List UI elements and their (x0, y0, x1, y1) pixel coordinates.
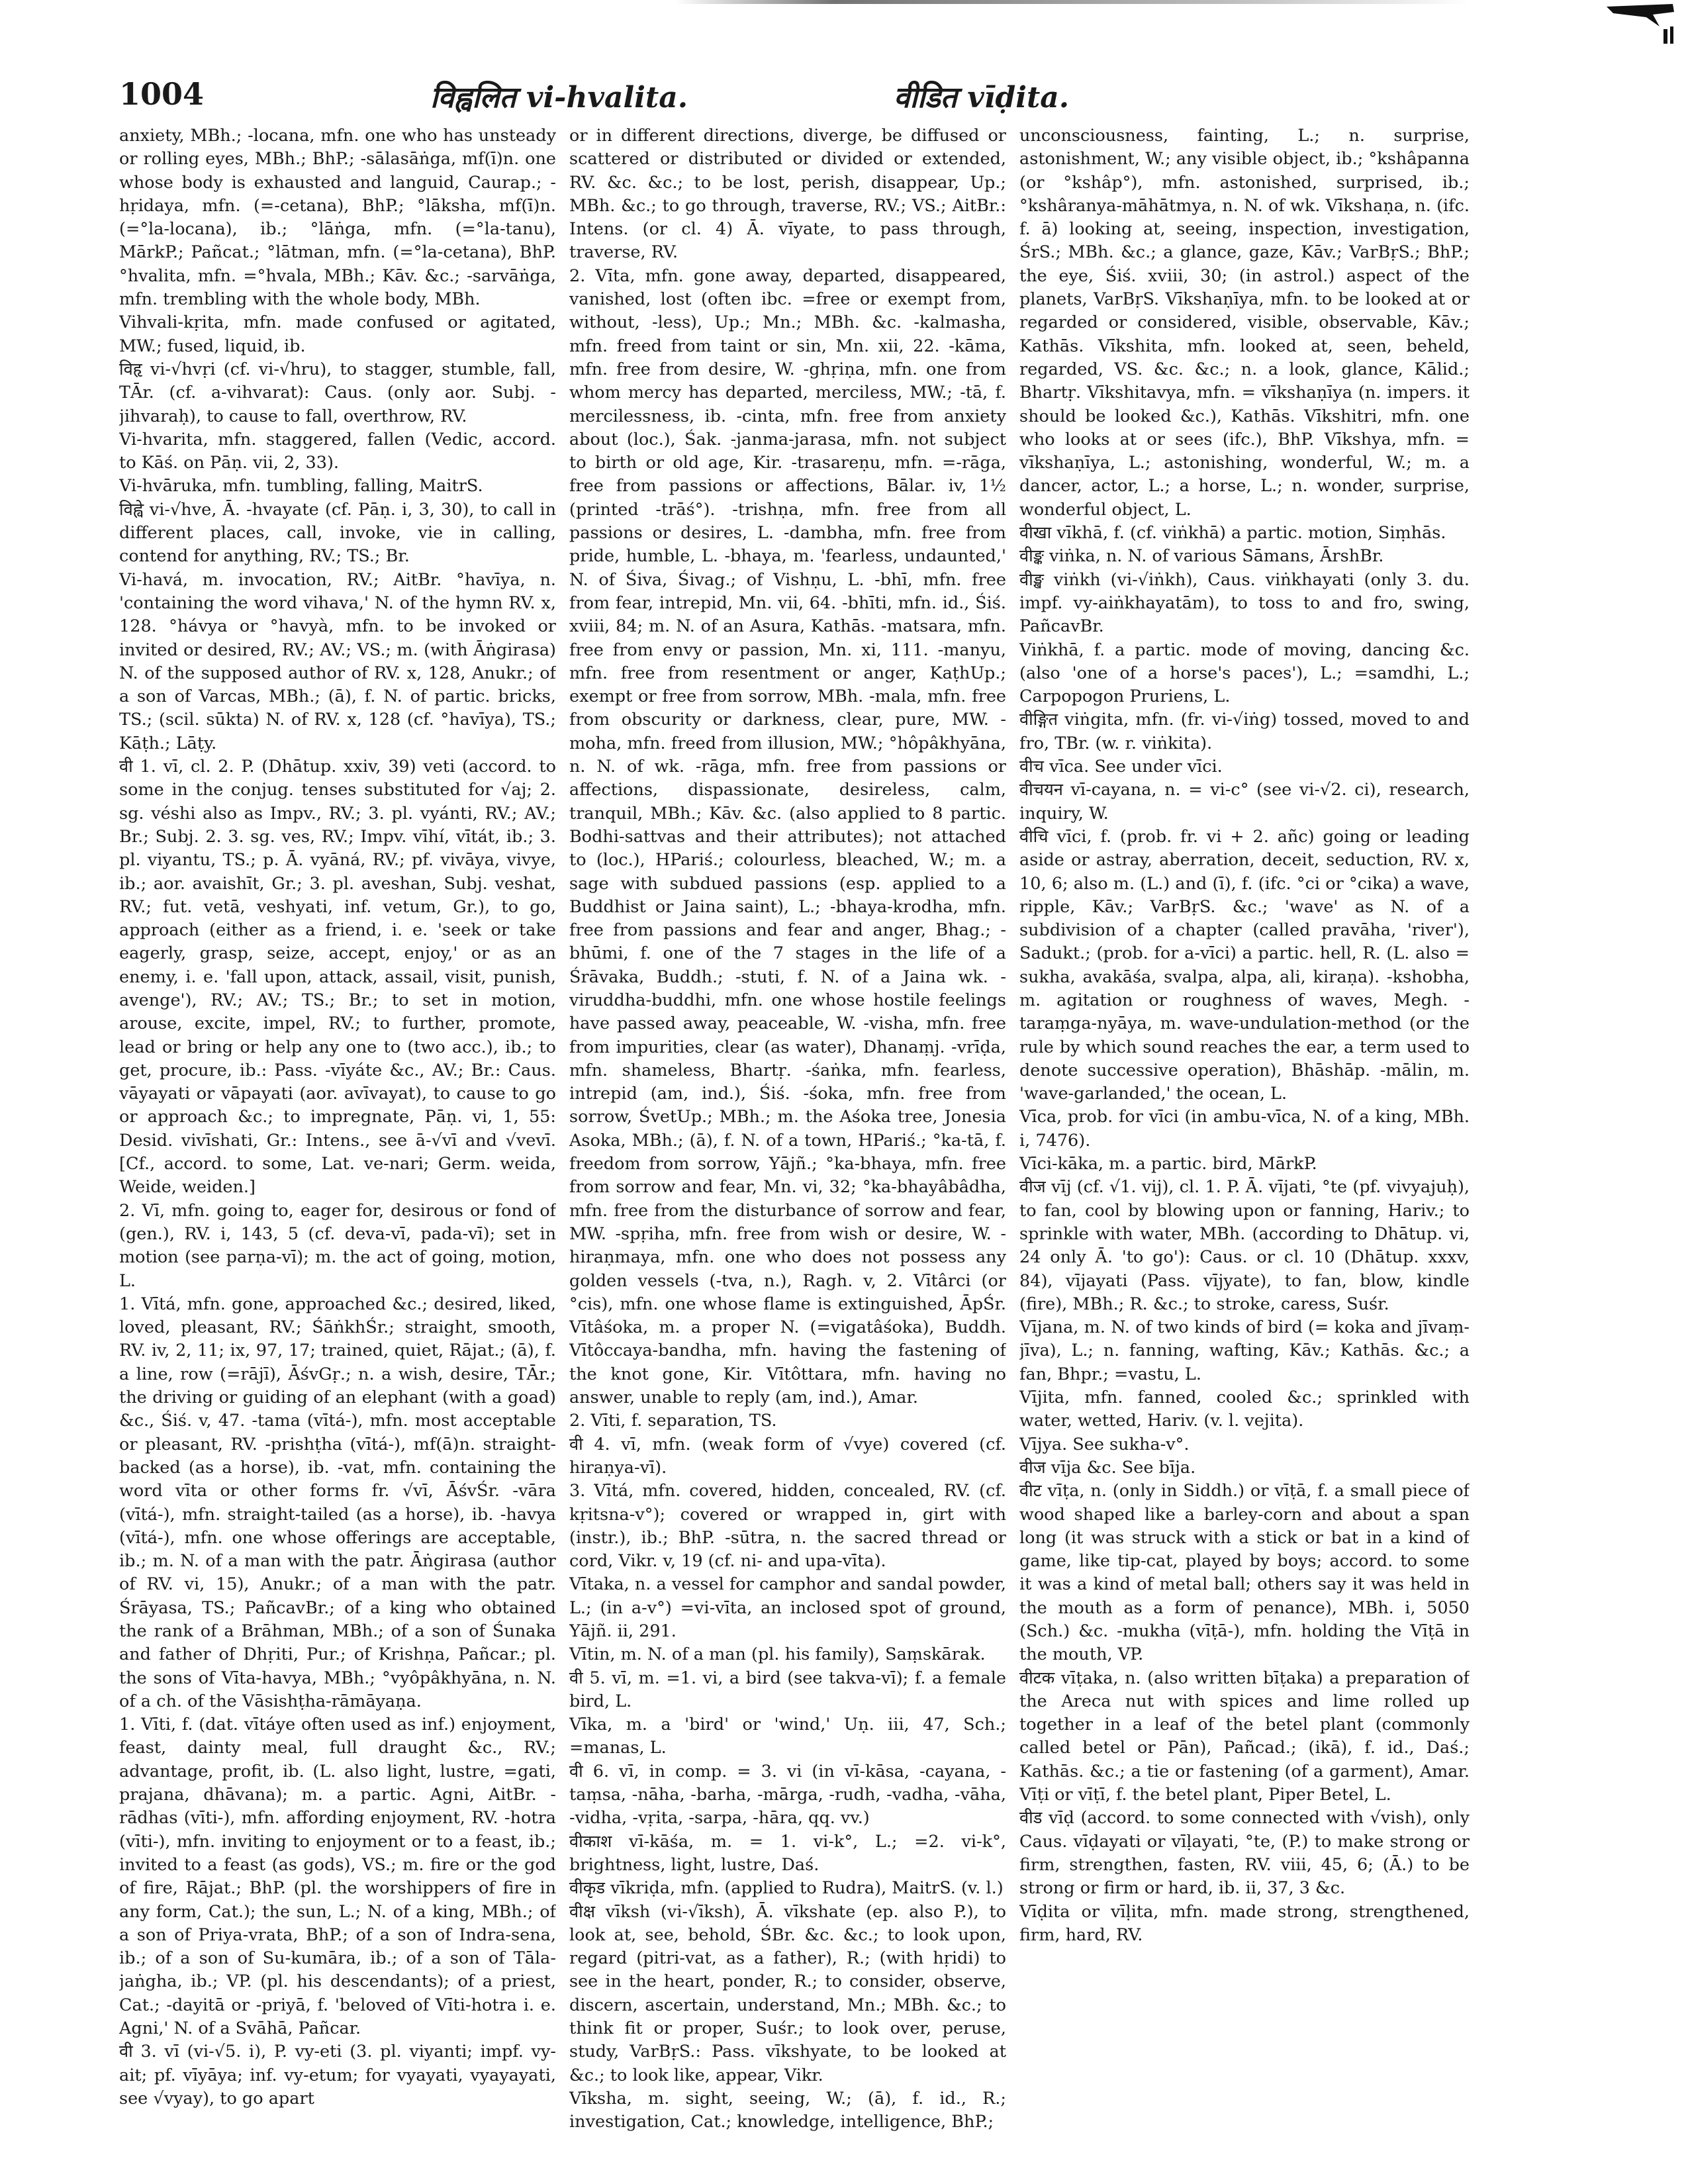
entry: Vihvali-kṛita, mfn. made confused or agitated, MW.; fused, liquid, ib. (119, 312, 556, 356)
entry: वीक्ष vīksh (vi-√īksh), Ā. vīkshate (ep. also P.), to look at, see, behold, ŚBr. &c. &c.; to look upon, regard (pitri-vat, as a father), R.; (with hṛidi) to see in the heart, ponder, R.; to consider, observe, discern, ascertain, understand, Mn.; MBh. &c.; to think fit or proper, Suśr.; to look over, peruse, study, VarBṛS.: Pass. vīkshyate, to be looked at &c.; to look like, appear, Vikr. (569, 1901, 1006, 2085)
entry: वी 4. vī, mfn. (weak form of √vye) covered (cf. hiraṇya-vī). (569, 1434, 1006, 1478)
entry: Vījita, mfn. fanned, cooled &c.; sprinkled with water, wetted, Hariv. (v. l. vejita). (1019, 1388, 1470, 1431)
entry: Vīḍita or vīḷita, mfn. made strong, strengthened, firm, hard, RV. (1019, 1901, 1470, 1945)
entry: वीट vīṭa, n. (only in Siddh.) or vīṭā, f. a small piece of wood shaped like a barley-corn and about a span long (it was struck with a stick or bat in a kind of game, like tip-cat, played by boys; accord. to some it was a kind of metal ball; others say it was held in the mouth as a form of penance), MBh. i, 5050 (Sch.) &c. -mukha (vīṭā-), mfn. holding the Vīṭā in the mouth, VP. (1019, 1481, 1470, 1665)
entry: वी 3. vī (vi-√5. i), P. vy-eti (3. pl. viyanti; impf. vy-ait; pf. vīyāya; inf. vy-etum; for vyayati, vyayayati, see √vyay), to go apart (119, 2042, 556, 2109)
column-left (119, 124, 556, 2150)
entry: 2. Vīti, f. separation, TS. (569, 1411, 777, 1431)
entry: वी 5. vī, m. =1. vi, a bird (see takva-vī); f. a female bird, L. (569, 1668, 1006, 1711)
page-number: 1004 (119, 76, 205, 112)
entry: anxiety, MBh.; -locana, mfn. one who has unsteady or rolling eyes, MBh.; BhP.; -sālasāṅga, mf(ī)n. one whose body is exhausted and languid, Caurap.; -hṛidaya, mfn. (=-cetana), BhP.; °lāksha, mf(ī)n. (=°la-locana), ib.; °lāṅga, mfn. (=°la-tanu), MārkP.; Pañcat.; °lātman, mfn. (=°la-cetana), BhP. °hvalita, mfn. =°hvala, MBh.; Kāv. &c.; -sarvāṅga, mfn. trembling with the whole body, MBh. (119, 126, 556, 310)
entry: विहृ vi-√hvṛi (cf. vi-√hru), to stagger, stumble, fall, TĀr. (cf. a-vihvarat): Caus. (only aor. Subj. -jihvaraḥ), to cause to fall, overthrow, RV. (119, 359, 556, 426)
entry: Vi-havá, m. invocation, RV.; AitBr. °havīya, n. 'containing the word vihava,' N. of the hymn RV. x, 128. °hávya or °havyà, mfn. to be invoked or invited or desired, RV.; AV.; VS.; m. (with Āṅgirasa) N. of the supposed author of RV. x, 128, Anukr.; of a son of Varcas, MBh.; (ā), f. N. of partic. bricks, TS.; (scil. sūkta) N. of RV. x, 128 (cf. °havīya), TS.; Kāṭh.; Lāṭy. (119, 569, 556, 753)
entry: वीङ्ख viṅkh (vi-√iṅkh), Caus. viṅkhayati (only 3. du. impf. vy-aiṅkhayatām), to toss to and fro, swing, PañcavBr. (1019, 569, 1470, 637)
entry: वीटक vīṭaka, n. (also written bīṭaka) a preparation of the Areca nut with spices and lime rolled up together in a leaf of the betel plant (commonly called betel or Pān), Pañcad.; (ikā), f. id., Daś.; Kathās. &c.; a tie or fastening (of a garment), Amar. Vīṭi or vīṭī, f. the betel plant, Piper Betel, L. (1019, 1668, 1470, 1805)
column-middle (569, 124, 1006, 2150)
entry: वीचयन vī-cayana, n. = vi-c° (see vi-√2. ci), research, inquiry, W. (1019, 780, 1470, 824)
entry: Vīka, m. a 'bird' or 'wind,' Uṇ. iii, 47, Sch.; =manas, L. (569, 1715, 1006, 1758)
scan-edge-mark (675, 0, 1470, 4)
entry: वीज vīja &c. See bīja. (1019, 1457, 1196, 1478)
entry: 2. Vīta, mfn. gone away, departed, disappeared, vanished, lost (often ibc. =free or exempt from, without, -less), Up.; Mn.; MBh. &c. -kalmasha, mfn. freed from taint or sin, Mn. xii, 22. -kāma, mfn. free from desire, W. -ghṛiṇa, mfn. one from whom mercy has departed, merciless, MW.; -tā, f. mercilessness, ib. -cinta, mfn. free from anxiety about (loc.), Śak. -janma-jarasa, mfn. not subject to birth or old age, Kir. -trasareṇu, mfn. =-rāga, free from passions or affections, Bālar. iv, 1½ (printed -trāś°). -trishṇa, mfn. free from all passions or desires, L. -dambha, mfn. free from pride, humble, L. -bhaya, m. 'fearless, undaunted,' N. of Śiva, Śivag.; of Vishṇu, L. -bhī, mfn. free from fear, intrepid, Mn. vii, 64. -bhīti, mfn. id., Śiś. xviii, 84; m. N. of an Asura, Kathās. -matsara, mfn. free from envy or passion, Mn. xi, 111. -manyu, mfn. free from resentment or anger, KaṭhUp.; exempt or free from sorrow, MBh. -mala, mfn. free from obscurity or darkness, clear, pure, MW. -moha, mfn. freed from illusion, MW.; °hôpâkhyāna, n. N. of wk. -rāga, mfn. free from passions or affections, dispassionate, desireless, calm, tranquil, MBh.; Kāv. &c. (also applied to 8 partic. Bodhi-sattvas and their attributes); not attached to (loc.), HPariś.; colourless, bleached, W.; m. a sage with subdued passions (esp. applied to a Buddhist or Jaina saint), L.; -bhaya-krodha, mfn. free from passions and fear and anger, Bhag.; -bhūmi, f. one of the 7 stages in the life of a Śrāvaka, Buddh.; -stuti, f. N. of a Jaina wk. -viruddha-buddhi, mfn. one whose hostile feelings have passed away, peaceable, W. -visha, mfn. free from impurities, clear (as water), Dhanaṃj. -vrīḍa, mfn. shameless, Bhartṛ. -śaṅka, mfn. fearless, intrepid (am, ind.), Śiś. -śoka, mfn. free from sorrow, ŚvetUp.; MBh.; m. the Aśoka tree, Jonesia Asoka, MBh.; (ā), f. N. of a town, HPariś.; °ka-tā, f. freedom from sorrow, Yājñ.; °ka-bhaya, mfn. free from sorrow and fear, Mn. vi, 32; °ka-bhayâbâdha, mfn. free from the disturbance of sorrow and fear, MW. -spṛiha, mfn. free from wish or desire, W. -hiraṇmaya, mfn. one who does not possess any golden vessels (-tva, n.), Ragh. v, 2. Vītârci (or °cis), mfn. one whose flame is extinguished, ĀpŚr. Vītâśoka, m. a proper N. (=vigatâśoka), Buddh. Vītôccaya-bandha, mfn. having the fastening of the knot gone, Kir. Vītôttara, mfn. having no answer, unable to reply (am, ind.), Amar. (569, 265, 1006, 1408)
entry: 1. Vītá, mfn. gone, approached &c.; desired, liked, loved, pleasant, RV.; ŚāṅkhŚr.; straight, smooth, RV. iv, 2, 11; ix, 97, 17; trained, quiet, Rājat.; (ā), f. a line, row (=rājī), ĀśvGṛ.; n. a wish, desire, TĀr.; the driving or guiding of an elephant (with a goad) &c., Śiś. v, 47. -tama (vītá-), mfn. most acceptable or pleasant, RV. -prishṭha (vītá-), mf(ā)n. straight-backed (as a horse), ib. -vat, mfn. containing the word vīta or other forms fr. √vī, ĀśvŚr. -vāra (vītá-), mfn. straight-tailed (as a horse), ib. -havya (vītá-), mfn. one whose offerings are acceptable, ib.; m. N. of a man with the patr. Āṅgirasa (author of RV. vi, 15), Anukr.; of a man with the patr. Śrāyasa, TS.; PañcavBr.; of a king who obtained the rank of a Brāhman, MBh.; of a son of Śunaka and father of Dhṛiti, Pur.; of Krishṇa, Pañcar.; pl. the sons of Vīta-havya, MBh.; °vyôpâkhyāna, n. N. of a ch. of the Vāsishṭha-rāmāyaṇa. (119, 1294, 556, 1711)
entry: वीच vīca. See under vīci. (1019, 757, 1223, 777)
entry: or in different directions, diverge, be diffused or scattered or distributed or divided or extended, RV. &c. &c.; to be lost, perish, disappear, Up.; MBh. &c.; to go through, traverse, RV.; VS.; AitBr.: Intens. (or cl. 4) Ā. vīyate, to pass through, traverse, RV. (569, 126, 1006, 263)
running-head-right: वीडित vīḍita. (894, 81, 1070, 115)
entry: वीङ्क viṅka, n. N. of various Sāmans, ĀrshBr. (1019, 546, 1384, 567)
entry: वीड vīḍ (accord. to some connected with √vish), only Caus. vīḍayati or vīḷayati, °te, (P.) to make strong or firm, strengthen, fasten, RV. viii, 45, 6; (Ā.) to be strong or firm or hard, ib. ii, 37, 3 &c. (1019, 1808, 1470, 1899)
entry: वीकृड vīkriḍa, mfn. (applied to Rudra), MaitrS. (v. l.) (569, 1878, 1004, 1899)
page-header (119, 76, 1640, 122)
entry: Vīci-kāka, m. a partic. bird, MārkP. (1019, 1154, 1317, 1174)
entry: वीज vīj (cf. √1. vij), cl. 1. P. Ā. vījati, °te (pf. vivyajuḥ), to fan, cool by blowing upon or fanning, Hariv.; to sprinkle with water, MBh. (according to Dhātup. vi, 24 only Ā. 'to go'): Caus. or cl. 10 (Dhātup. xxxv, 84), vījayati (Pass. vījyate), to fan, blow, kindle (fire), MBh.; R. &c.; to stroke, caress, Suśr. (1019, 1177, 1470, 1314)
entry: विह्वे vi-√hve, Ā. -hvayate (cf. Pāṇ. i, 3, 30), to call in different places, call, invoke, vie in calling, contend for anything, RV.; TS.; Br. (119, 499, 556, 567)
entry: Viṅkhā, f. a partic. mode of moving, dancing &c. (also 'one of a horse's paces'), L.; =samdhi, L.; Carpopogon Pruriens, L. (1019, 640, 1470, 707)
entry: वीङ्गित viṅgita, mfn. (fr. vi-√iṅg) tossed, moved to and fro, TBr. (w. r. viṅkita). (1019, 710, 1470, 753)
entry: Vi-hvāruka, mfn. tumbling, falling, MaitrS. (119, 476, 483, 497)
corner-scan-mark (1600, 0, 1679, 46)
entry: वी 1. vī, cl. 2. P. (Dhātup. xxiv, 39) veti (accord. to some in the conjug. tenses substituted for √aj; 2. sg. véshi also as Impv., RV.; 3. pl. vyánti, RV.; AV.; Br.; Subj. 2. 3. sg. ves, RV.; Impv. vīhí, vītát, ib.; 3. pl. viyantu, TS.; p. Ā. vyāná, RV.; pf. vivāya, vivye, ib.; aor. avaishīt, Gr.; 3. pl. aveshan, Subj. veshat, RV.; fut. vetā, veshyati, inf. vetum, Gr.), to go, approach (either as a friend, i. e. 'seek or take eagerly, grasp, seize, accept, enjoy,' or as an enemy, i. e. 'fall upon, attack, assail, visit, punish, avenge'), RV.; AV.; TS.; Br.; to set in motion, arouse, excite, impel, RV.; to further, promote, lead or bring or help any one to (two acc.), ib.; to get, procure, ib.: Pass. -vīyáte &c., AV.; Br.: Caus. vāyayati or vāpayati (aor. avīvayat), to cause to go or approach &c.; to impregnate, Pāṇ. vi, 1, 55: Desid. vivīshati, Gr.: Intens., see ā-√vī and √vevī. [Cf., accord. to some, Lat. ve-nari; Germ. weida, Weide, weiden.] (119, 757, 556, 1198)
entry: Vījya. See sukha-v°. (1019, 1434, 1190, 1454)
entry: Vi-hvarita, mfn. staggered, fallen (Vedic, accord. to Kāś. on Pāṇ. vii, 2, 33). (119, 429, 556, 473)
entry: 2. Vī, mfn. going to, eager for, desirous or fond of (gen.), RV. i, 143, 5 (cf. deva-vī, pada-vī); set in motion (see parṇa-vī); m. the act of going, motion, L. (119, 1200, 556, 1291)
entry: 1. Vīti, f. (dat. vītáye often used as inf.) enjoyment, feast, dainty meal, full draught &c., RV.; advantage, profit, ib. (L. also light, lustre, =gati, prajana, dhāvana); m. a partic. Agni, AitBr. -rādhas (vīti-), mfn. affording enjoyment, RV. -hotra (vīti-), mfn. inviting to enjoyment or to a feast, ib.; invited to a feast (as gods), VS.; m. fire or the god of fire, Rājat.; BhP. (pl. the worshippers of fire in any form, Cat.); the sun, L.; N. of a king, MBh.; of a son of Priya-vrata, BhP.; of a son of Indra-sena, ib.; of a son of Su-kumāra, ib.; of a son of Tāla-jaṅgha, ib.; VP. (pl. his descendants); of a priest, Cat.; -dayitā or -priyā, f. 'beloved of Vīti-hotra i. e. Agni,' N. of a Svāhā, Pañcar. (119, 1715, 556, 2039)
entry: unconsciousness, fainting, L.; n. surprise, astonishment, W.; any visible object, ib.; °kshâpanna (or °kshâp°), mfn. astonished, surprised, ib.; °kshâranya-māhātmya, n. N. of wk. Vīkshaṇa, n. (ifc. f. ā) looking at, seeing, inspection, investigation, ŚrS.; MBh. &c.; a glance, gaze, Kāv.; VarBṛS.; BhP.; the eye, Śiś. xviii, 30; (in astrol.) aspect of the planets, VarBṛS. Vīkshaṇīya, mfn. to be looked at or regarded or considered, visible, observable, Kāv.; Kathās. Vīkshita, mfn. looked at, seen, beheld, regarded, VS. &c. &c.; n. a look, glance, Kālid.; Bhartṛ. Vīkshitavya, mfn. = vīkshaṇīya (n. impers. it should be looked &c.), Kathās. Vīkshitri, mfn. one who looks at or sees (ifc.), BhP. Vīkshya, mfn. = vīkshaṇīya, L.; astonishing, wonderful, W.; m. a dancer, actor, L.; a horse, L.; n. wonder, surprise, wonderful object, L. (1019, 126, 1470, 520)
entry: Vītin, m. N. of a man (pl. his family), Saṃskārak. (569, 1644, 986, 1665)
entry: वीखा vīkhā, f. (cf. viṅkhā) a partic. motion, Siṃhās. (1019, 523, 1446, 544)
entry: Vīca, prob. for vīci (in ambu-vīca, N. of a king, MBh. i, 7476). (1019, 1107, 1470, 1151)
entry: वीचि vīci, f. (prob. fr. vi + 2. añc) going or leading aside or astray, aberration, deceit, seduction, RV. x, 10, 6; also m. (L.) and (ī), f. (ifc. °ci or °cika) a wave, ripple, Kāv.; VarBṛS. &c.; 'wave' as N. of a subdivision of a chapter (called pravāha, 'river'), Sadukt.; (prob. for a-vīci) a partic. hell, R. (L. also = sukha, avakāśa, svalpa, alpa, ali, kiraṇa). -kshobha, m. agitation or roughness of waves, Megh. -taraṃga-nyāya, m. wave-undulation-method (or the rule by which sound reaches the ear, a term used to denote successive operation), Bhāshāp. -mālin, m. 'wave-garlanded,' the ocean, L. (1019, 826, 1470, 1104)
running-head-left: विह्वलित vi-hvalita. (430, 81, 688, 115)
entry: Vīksha, m. sight, seeing, W.; (ā), f. id., R.; investigation, Cat.; knowledge, intelligence, BhP.; (569, 2088, 1006, 2132)
entry: Vījana, m. N. of two kinds of bird (= koka and jīvaṃ-jīva), L.; n. fanning, wafting, Kāv.; Kathās. &c.; a fan, Bhpr.; =vastu, L. (1019, 1317, 1470, 1384)
column-right (1019, 124, 1470, 2150)
entry: वीकाश vī-kāśa, m. = 1. vi-k°, L.; =2. vi-k°, brightness, light, lustre, Daś. (569, 1831, 1006, 1875)
entry: Vītaka, n. a vessel for camphor and sandal powder, L.; (in a-v°) =vi-vīta, an inclosed spot of ground, Yājñ. ii, 291. (569, 1574, 1006, 1641)
entry: 3. Vītá, mfn. covered, hidden, concealed, RV. (cf. kṛitsna-v°); covered or wrapped in, girt with (instr.), ib.; BhP. -sūtra, n. the sacred thread or cord, Vikr. v, 19 (cf. ni- and upa-vīta). (569, 1481, 1006, 1572)
entry: वी 6. vī, in comp. = 3. vi (in vī-kāsa, -cayana, -taṃsa, -nāha, -barha, -mārga, -rudh, -vadha, -vāha, -vidha, -vṛita, -sarpa, -hāra, qq. vv.) (569, 1761, 1006, 1828)
